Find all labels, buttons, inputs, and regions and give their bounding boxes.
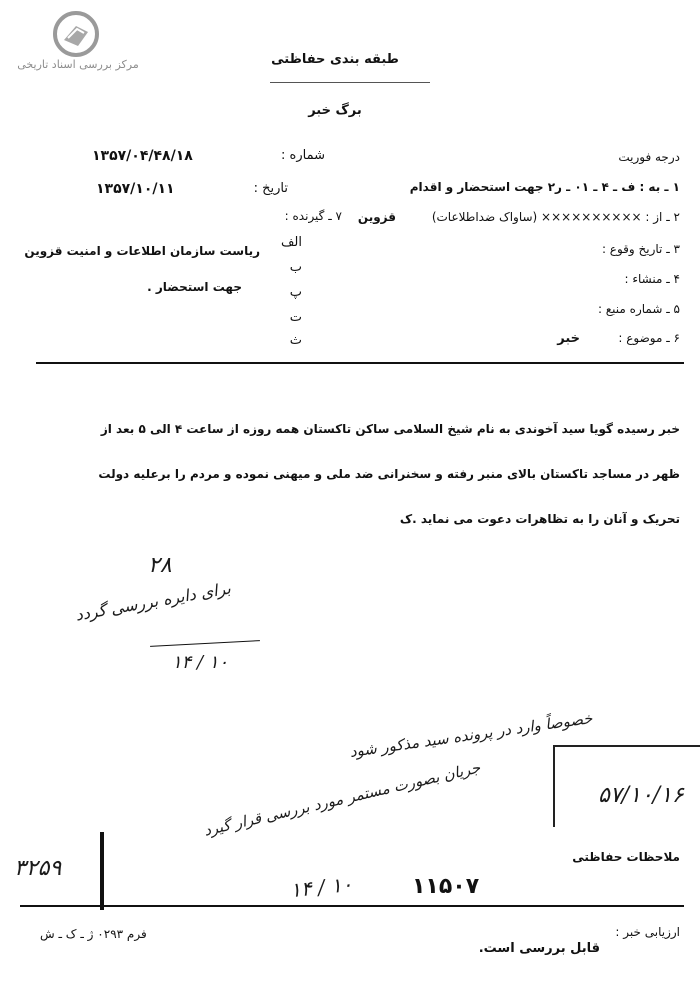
classification-heading: طبقه بندی حفاظتی (271, 52, 399, 67)
handwritten-note-1: برای دایره بررسی گردد (73, 578, 233, 625)
recipient-letter: ت (289, 310, 302, 325)
archive-logo-icon (52, 10, 100, 58)
number-label: شماره : (281, 148, 325, 163)
footer-divider (20, 905, 684, 907)
handwritten-number-28: ۲۸ (148, 553, 172, 578)
handwritten-underline (150, 640, 260, 647)
recipients-label: ۷ ـ گیرنده : (284, 209, 342, 223)
recipient-letter: پ (289, 285, 302, 300)
recipient-letter: ب (289, 260, 302, 275)
handwritten-date-1: ۱۴ / ۱۰ (172, 652, 229, 673)
field-to: ۱ ـ به : ف ـ ۴ ـ ۰۱ ـ ر۲ جهت استحضار و اقدام (409, 180, 680, 194)
remarks-label: ملاحظات حفاظتی (572, 850, 680, 864)
field-from-city: قزوین (357, 210, 396, 224)
handwritten-ref-left: ۳۲۵۹ (14, 856, 62, 881)
stamp-date: ۵۷/۱۰/۱۶ (598, 783, 684, 808)
logo-org-name: مرکز بررسی اسناد تاریخی (17, 58, 139, 71)
field-source-number: ۵ ـ شماره منبع : (597, 302, 680, 316)
addressee: ریاست سازمان اطلاعات و امنیت قزوین (24, 244, 260, 258)
evaluation-value: قابل بررسی است. (478, 941, 600, 956)
evaluation-label: ارزیابی خبر : (615, 925, 680, 939)
field-occurrence-date: ۳ ـ تاریخ وقوع : (601, 242, 680, 256)
body-line: خبر رسیده گویا سید آخوندی به نام شیخ السلامی ساکن تاکستان همه روزه از ساعت ۴ الی ۵ بعد از (100, 422, 680, 436)
handwritten-note-3: جریان بصورت مستمر مورد بررسی قرار گیرد (202, 758, 482, 840)
form-title: برگ خبر (308, 103, 362, 118)
handwritten-date-2: ۱۴ / ۱۰ (288, 871, 354, 903)
form-code: فرم ۰۲۹۳ ژ ـ ک ـ ش (40, 927, 147, 941)
body-line: تحریک و آنان را به تظاهرات دعوت می نماید .ک (399, 512, 680, 526)
field-from: ۲ ـ از : ×××××××××× (ساواک ضداطلاعات) (431, 210, 680, 224)
field-origin: ۴ ـ منشاء : (624, 272, 680, 286)
recipient-letter: ث (289, 333, 302, 348)
field-subject-label: ۶ ـ موضوع : (618, 331, 680, 345)
recipient-letter: الف (280, 235, 302, 250)
ref-number: ۱۱۵۰۷ (412, 874, 480, 899)
urgency-label: درجه فوریت (618, 150, 680, 164)
left-margin-line (100, 832, 104, 910)
number-value: ۱۳۵۷/۰۴/۴۸/۱۸ (92, 148, 193, 164)
handwritten-note-2: خصوصاً وارد در پرونده سید مذکور شود (348, 709, 594, 761)
date-label: تاریخ : (253, 181, 288, 196)
section-divider (36, 362, 684, 364)
date-value: ۱۳۵۷/۱۰/۱۱ (96, 181, 175, 197)
field-subject-value: خبر (557, 331, 580, 346)
addressee-purpose: جهت استحضار . (147, 280, 242, 294)
body-line: ظهر در مساجد تاکستان بالای منبر رفته و سخنرانی ضد ملی و میهنی نموده و مردم را برعلیه دولت (98, 467, 680, 481)
header-divider (270, 82, 430, 83)
